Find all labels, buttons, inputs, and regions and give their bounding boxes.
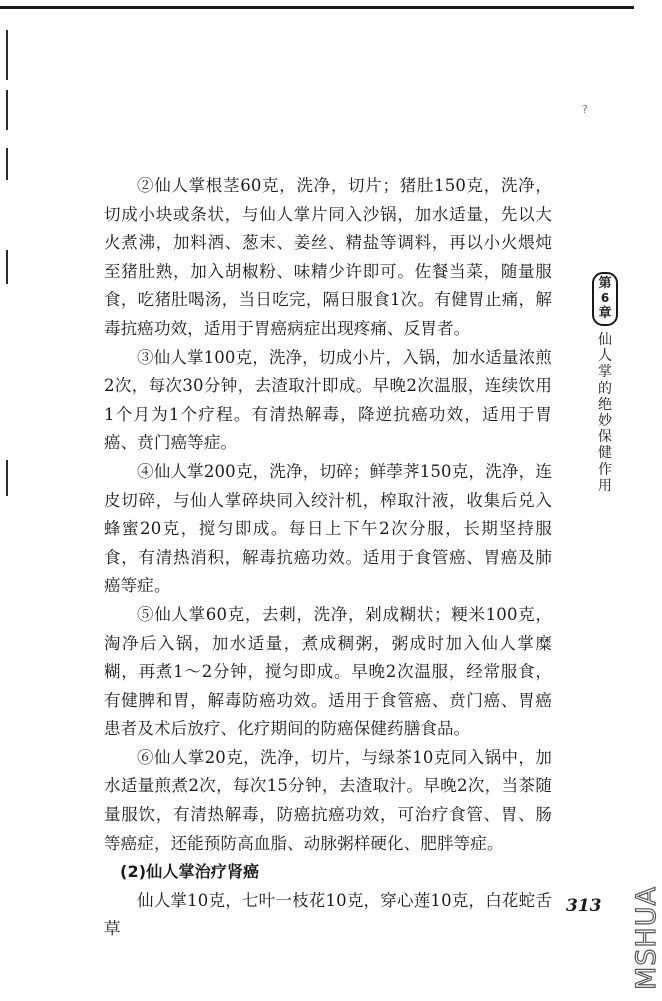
paragraph-recipe-5: ⑤仙人掌60克，去刺，洗净，剁成糊状；粳米100克，淘净后入锅，加水适量，煮成稠粥，粥成时加入仙人掌糜糊，再煮1～2分钟，搅匀即成。早晚2次温服，经常服食，有健脾和胃，解毒防癌功效。适用于食管癌、贲门癌、胃癌患者及术后放疗、化疗期间的防癌保健药膳食品。 bbox=[104, 604, 552, 739]
scan-margin-line bbox=[6, 90, 8, 130]
chapter-suffix: 章 bbox=[598, 306, 612, 321]
paragraph-recipe-3: ③仙人掌100克，洗净，切成小片，入锅，加水适量浓煎2次，每次30分钟，去渣取汁即成。早晚2次温服，连续饮用1个月为1个疗程。有清热解毒，降逆抗癌功效，适用于胃癌、贲门癌等症。 bbox=[104, 347, 552, 453]
paragraph-kidney-recipe: 仙人掌10克，七叶一枝花10克，穿心莲10克，白花蛇舌草 bbox=[104, 890, 552, 939]
scan-margin-line bbox=[6, 250, 8, 284]
page-body bbox=[104, 172, 552, 944]
watermark bbox=[597, 870, 662, 990]
paragraph-recipe-2: ②仙人掌根茎60克，洗净，切片；猪肚150克，洗净，切成小块或条状，与仙人掌片同入沙锅，加水适量，先以大火煮沸，加料酒、葱末、姜丝、精盐等调料，再以小火煨炖至猪肚熟，加入胡椒粉、味精少许即可。佐餐当菜，随量服食，吃猪肚喝汤，当日吃完，隔日服食1次。有健胃止痛，解毒抗癌功效，适用于胃癌病症出现疼痛、反胃者。 bbox=[104, 176, 552, 338]
scan-margin-line bbox=[6, 30, 8, 80]
chapter-prefix: 第 bbox=[598, 276, 612, 291]
chapter-tab bbox=[583, 272, 627, 494]
chapter-badge bbox=[592, 272, 618, 326]
paragraph-recipe-4: ④仙人掌200克，洗净，切碎；鲜荸荠150克，洗净，连皮切碎，与仙人掌碎块同入绞汁机，榨取汁液，收集后兑入蜂蜜20克，搅匀即成。每日上下午2次分服，长期坚持服食，有清热消积，解毒抗癌功效。适用于食管癌、胃癌及肺癌等症。 bbox=[104, 461, 552, 596]
chapter-number: 6 bbox=[600, 291, 610, 305]
scan-speck: ? bbox=[582, 103, 588, 116]
watermark-text: MSHUA bbox=[631, 886, 662, 990]
scan-margin-line bbox=[6, 460, 8, 496]
top-rule bbox=[0, 6, 634, 9]
paragraph-recipe-6: ⑥仙人掌20克，洗净，切片，与绿茶10克同入锅中，加水适量煎煮2次，每次15分钟，去渣取汁。早晚2次，当茶随量服饮，有清热解毒，防癌抗癌功效，可治疗食管、胃、肠等癌症，还能预防高血脂、动脉粥样硬化、肥胖等症。 bbox=[104, 747, 552, 853]
section-heading: (2)仙人掌治疗肾癌 bbox=[120, 862, 260, 882]
page-number: 313 bbox=[566, 896, 602, 916]
scan-margin-line bbox=[6, 148, 8, 180]
chapter-title: 仙人掌的绝妙保健作用 bbox=[598, 332, 612, 494]
